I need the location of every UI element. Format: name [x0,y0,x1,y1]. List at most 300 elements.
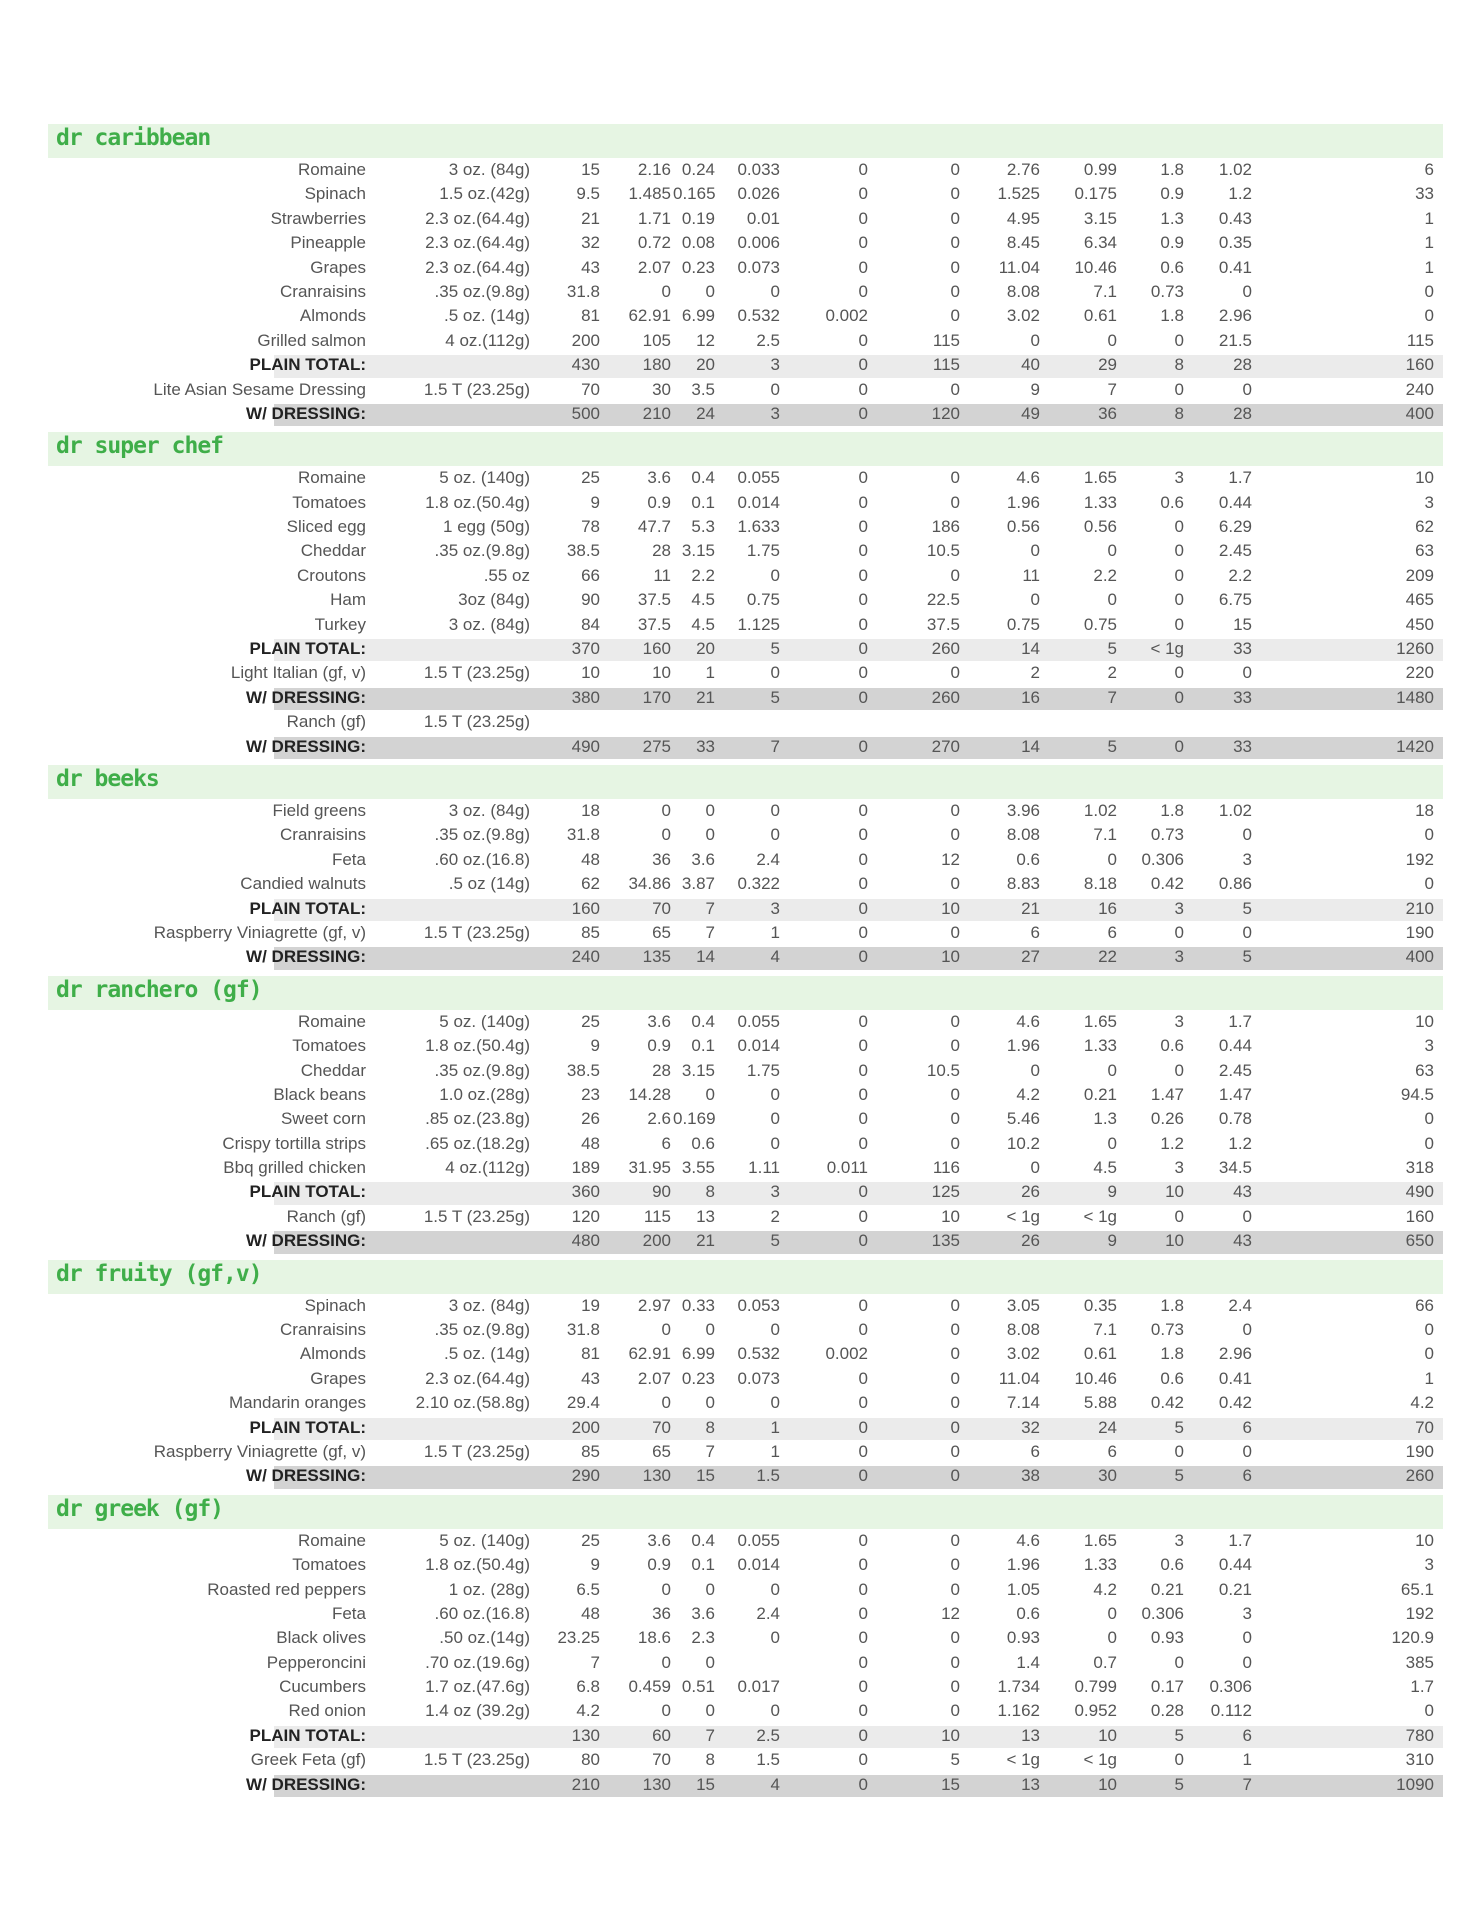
nutrient-value: 6 [1030,922,1040,942]
nutrient-value: 28 [652,1060,671,1080]
nutrient-value: 1.8 [1160,1344,1184,1364]
nutrient-value: 0 [950,379,960,399]
nutrient-value: 7 [705,1725,715,1745]
nutrient-value: 1.75 [746,1060,780,1080]
nutrient-value: 4.2 [1410,1393,1434,1413]
serving-size: 1 egg (50g) [443,517,530,537]
ingredient-name: W/ DRESSING: [246,1466,366,1486]
nutrient-value: 480 [571,1231,600,1251]
nutrient-value: 94.5 [1400,1084,1434,1104]
nutrient-value: 26 [581,1109,600,1129]
nutrient-value: 34.5 [1218,1158,1252,1178]
nutrient-value: 135 [642,947,671,967]
nutrient-value: 3.6 [647,468,671,488]
nutrient-value: 0 [858,849,868,869]
table-row [48,1059,1443,1083]
nutrient-value: 0.42 [1150,874,1184,894]
nutrient-value: 13 [1021,1725,1040,1745]
nutrient-value: 290 [571,1466,600,1486]
ingredient-name: PLAIN TOTAL: [249,898,366,918]
nutrient-value: 0.175 [1074,184,1117,204]
nutrient-value: 1.75 [746,541,780,561]
nutrient-value: 6 [661,1133,671,1153]
nutrient-value: 0 [950,1466,960,1486]
nutrient-value: 0.459 [628,1677,671,1697]
nutrient-value: 0 [858,1295,868,1315]
nutrient-value: 70 [1415,1417,1434,1437]
nutrient-value: 10.46 [1074,1368,1117,1388]
nutrient-value: 43 [1233,1182,1252,1202]
nutrient-value: 0 [858,468,868,488]
nutrient-value: 0.6 [1160,1555,1184,1575]
nutrient-value: 1.485 [628,184,671,204]
nutrient-value: 0 [950,874,960,894]
ingredient-name: PLAIN TOTAL: [249,639,366,659]
nutrient-value: 0.99 [1083,160,1117,179]
nutrient-value: 0.93 [1150,1628,1184,1648]
nutrient-value: 0 [1174,614,1184,634]
nutrient-value: 0 [858,1725,868,1745]
nutrient-value: 0.56 [1083,517,1117,537]
nutrient-value: 0.165 [673,184,716,204]
nutrient-value: 0 [858,1060,868,1080]
section-title: dr fruity (gf,v) [56,1260,262,1287]
nutrient-value: 7 [770,736,780,756]
nutrient-value: 3.15 [1083,208,1117,228]
nutrition-sheet [48,124,1443,1797]
serving-size: .5 oz. (14g) [444,306,530,326]
nutrient-value: 62.91 [628,1344,671,1364]
table-row [48,207,1443,231]
nutrient-value: 0 [1424,1109,1434,1129]
nutrient-value: 0 [770,1109,780,1129]
ingredient-name: Tomatoes [292,1555,366,1575]
nutrient-value: 0.002 [825,1344,868,1364]
nutrient-value: 0 [1030,1060,1040,1080]
nutrient-value: 0 [858,736,868,756]
nutrient-value: 6 [1242,1417,1252,1437]
nutrient-value: 3 [1174,468,1184,488]
nutrient-value: 160 [1405,355,1434,375]
serving-size: 2.10 oz.(58.8g) [415,1393,530,1413]
nutrient-value: 24 [1098,1417,1117,1437]
nutrient-value: 0 [1424,1701,1434,1721]
nutrient-value: 0.35 [1218,233,1252,253]
nutrient-value: 190 [1405,1441,1434,1461]
nutrient-value: 3.02 [1006,306,1040,326]
nutrient-value: 0 [858,1652,868,1672]
nutrient-value: < 1g [1006,1206,1040,1226]
table-row [48,378,1443,402]
serving-size: .5 oz (14g) [448,874,530,894]
nutrient-value: 0 [1242,1206,1252,1226]
nutrient-value: 0 [950,800,960,820]
nutrient-value: 0.017 [737,1677,780,1697]
serving-size: .50 oz.(14g) [439,1628,530,1648]
serving-size: 3 oz. (84g) [448,800,530,820]
nutrient-value: 4.2 [1093,1579,1117,1599]
table-row [48,515,1443,539]
plain-total-row [48,1724,1443,1748]
nutrient-value: 186 [931,517,960,537]
nutrient-value: 70 [652,1750,671,1770]
nutrient-value: 1 [770,922,780,942]
ingredient-name: Spinach [304,184,366,204]
nutrient-value: 0 [1174,922,1184,942]
nutrient-value: 240 [571,947,600,967]
nutrient-value: 4.2 [1016,1084,1040,1104]
dressing-total-row [48,1773,1443,1797]
ingredient-name: Cucumbers [279,1677,366,1697]
nutrient-value: 0 [770,1701,780,1721]
nutrient-value: 0.61 [1083,1344,1117,1364]
nutrient-value: 0.01 [746,208,780,228]
nutrient-value: 0.21 [1218,1579,1252,1599]
nutrient-value: 0.6 [691,1133,715,1153]
nutrient-value: 0.6 [1016,849,1040,869]
nutrient-value: 1090 [1396,1774,1434,1794]
nutrient-value: 0.72 [637,233,671,253]
nutrient-value: 0.014 [737,1555,780,1575]
table-row [48,1699,1443,1723]
nutrient-value: 0.75 [746,590,780,610]
ingredient-name: Grilled salmon [257,330,366,350]
nutrient-value: 0 [858,922,868,942]
nutrient-value: 3.55 [681,1158,715,1178]
table-row [48,1440,1443,1464]
nutrient-value: 1.7 [1410,1677,1434,1697]
nutrient-value: 21 [696,687,715,707]
nutrient-value: 0.42 [1150,1393,1184,1413]
nutrient-value: 0 [1030,330,1040,350]
nutrient-value: 0 [950,1295,960,1315]
table-row [48,1578,1443,1602]
nutrient-value: 0 [858,281,868,301]
ingredient-name: Bbq grilled chicken [223,1158,366,1178]
nutrient-value: 1.162 [997,1701,1040,1721]
nutrient-value: 130 [642,1774,671,1794]
nutrient-value: 0 [950,825,960,845]
serving-size: 2.3 oz.(64.4g) [425,257,530,277]
nutrient-value: 62.91 [628,306,671,326]
nutrient-value: 7 [705,922,715,942]
nutrient-value: 2.4 [1228,1295,1252,1315]
nutrient-value: 0 [770,800,780,820]
nutrient-value: 31.8 [566,825,600,845]
nutrient-value: 0.44 [1218,492,1252,512]
serving-size: .35 oz.(9.8g) [434,1320,530,1340]
nutrient-value: 0 [661,1701,671,1721]
nutrient-value: 10 [652,663,671,683]
ingredient-name: W/ DRESSING: [246,403,366,423]
nutrient-value: 2.76 [1006,160,1040,179]
serving-size: 1.8 oz.(50.4g) [425,1555,530,1575]
nutrient-value: 60 [652,1725,671,1745]
nutrient-value: 0.169 [673,1109,716,1129]
nutrient-value: 0 [705,1320,715,1340]
table-row [48,921,1443,945]
nutrient-value: 0 [770,1579,780,1599]
ingredient-name: Feta [331,849,366,869]
nutrient-value: 0.306 [1141,849,1184,869]
serving-size: 1.5 T (23.25g) [423,1441,530,1461]
nutrient-value: 0.073 [737,1368,780,1388]
nutrient-value: 10.46 [1074,257,1117,277]
nutrient-value: 6 [1242,1466,1252,1486]
nutrient-value: 16 [1098,898,1117,918]
nutrient-value: 21.5 [1218,330,1252,350]
nutrient-value: 81 [581,306,600,326]
nutrient-value: 8 [705,1182,715,1202]
nutrient-value: 4.6 [1016,468,1040,488]
serving-size: .60 oz.(16.8) [434,849,530,869]
nutrient-value: 120 [571,1206,600,1226]
ingredient-name: Pineapple [290,233,366,253]
nutrient-value: 15 [696,1466,715,1486]
nutrient-value: 1.8 [1160,160,1184,179]
nutrient-value: 130 [642,1466,671,1486]
nutrient-value: 1.525 [997,184,1040,204]
nutrient-value: 6 [1030,1441,1040,1461]
nutrient-value: 0 [858,1133,868,1153]
plain-total-row [48,1416,1443,1440]
nutrient-value: 8 [705,1750,715,1770]
nutrient-value: 5 [1174,1774,1184,1794]
nutrient-value: 0 [950,565,960,585]
ingredient-name: Tomatoes [292,1036,366,1056]
nutrient-value: 38 [1021,1466,1040,1486]
nutrient-value: 0 [950,1677,960,1697]
nutrient-value: 1.734 [997,1677,1040,1697]
nutrient-value: 0 [858,184,868,204]
nutrient-value: 1.05 [1006,1579,1040,1599]
nutrient-value: 3.87 [681,874,715,894]
nutrient-value: 10.5 [926,1060,960,1080]
ingredient-name: PLAIN TOTAL: [249,1725,366,1745]
nutrient-value: 85 [581,1441,600,1461]
nutrient-value: 81 [581,1344,600,1364]
ingredient-name: W/ DRESSING: [246,1774,366,1794]
table-row [48,1034,1443,1058]
nutrient-value: 0 [1174,379,1184,399]
nutrient-value: 21 [1021,898,1040,918]
nutrient-value: 0 [705,1084,715,1104]
nutrient-value: 0 [858,687,868,707]
nutrient-value: 0 [950,160,960,179]
nutrient-value: 1.65 [1083,468,1117,488]
nutrient-value: 5 [770,1231,780,1251]
nutrient-value: 1.8 [1160,1295,1184,1315]
nutrient-value: 0.43 [1218,208,1252,228]
nutrient-value: 0.014 [737,1036,780,1056]
nutrient-value: 189 [571,1158,600,1178]
nutrient-value: 14 [1021,639,1040,659]
nutrient-value: 24 [696,403,715,423]
nutrient-value: 0 [950,1320,960,1340]
nutrient-value: 48 [581,1133,600,1153]
nutrient-value: 7.1 [1093,1320,1117,1340]
nutrient-value: 9.5 [576,184,600,204]
table-row [48,491,1443,515]
nutrient-value: 0 [661,1579,671,1599]
nutrient-value: 7 [705,898,715,918]
nutrient-value: 65.1 [1400,1579,1434,1599]
nutrient-value: 1.5 [756,1750,780,1770]
nutrient-value: 0.6 [1016,1603,1040,1623]
nutrient-value: 9 [590,492,600,512]
ingredient-name: Mandarin oranges [228,1393,366,1413]
dressing-total-row [48,735,1443,759]
nutrient-value: 5 [1174,1725,1184,1745]
ingredient-name: Feta [331,1603,366,1623]
table-row [48,1367,1443,1391]
nutrient-value: 1.11 [748,1158,780,1178]
nutrient-value: 5 [1174,1417,1184,1437]
ingredient-name: Raspberry Viniagrette (gf, v) [153,922,366,942]
nutrient-value: 120 [931,403,960,423]
nutrient-value: 0 [858,492,868,512]
nutrient-value: 25 [581,1011,600,1031]
nutrient-value: 0 [858,1466,868,1486]
nutrient-value: 0 [858,1677,868,1697]
nutrient-value: 0 [858,1774,868,1794]
nutrient-value: 31.95 [628,1158,671,1178]
table-row [48,280,1443,304]
nutrient-value: 3.15 [681,1060,715,1080]
nutrient-value: 2.6 [647,1109,671,1129]
nutrient-value: 48 [581,849,600,869]
serving-size: .35 oz.(9.8g) [434,281,530,301]
nutrient-value: 0 [950,1441,960,1461]
nutrient-value: 21 [581,208,600,228]
nutrient-value: 0 [858,160,868,179]
nutrient-value: 0.011 [826,1158,868,1178]
nutrient-value: 90 [652,1182,671,1202]
nutrient-value: 7 [1107,687,1117,707]
nutrient-value: 7 [1107,379,1117,399]
nutrient-value: 0 [950,306,960,326]
nutrient-value: 30 [652,379,671,399]
nutrient-value: 0 [950,208,960,228]
nutrient-value: 37.5 [926,614,960,634]
nutrient-value: 15 [581,160,600,179]
nutrient-value: 2 [1030,663,1040,683]
nutrient-value: 47.7 [637,517,671,537]
nutrient-value: 0 [950,663,960,683]
nutrient-value: 0.026 [737,184,780,204]
nutrient-value: 1.8 [1160,800,1184,820]
nutrient-value: 0.6 [1160,1036,1184,1056]
ingredient-name: Greek Feta (gf) [250,1750,366,1770]
nutrient-value: 0.4 [691,1530,715,1550]
nutrient-value: 0.56 [1006,517,1040,537]
nutrient-value: 12 [696,330,715,350]
nutrient-value: 13 [696,1206,715,1226]
nutrient-value: 3 [1424,1555,1434,1575]
nutrient-value: 0 [1174,590,1184,610]
nutrient-value: 0 [1242,1628,1252,1648]
table-row [48,1205,1443,1229]
nutrient-value: 1 [1242,1750,1252,1770]
nutrient-value: 0.73 [1150,825,1184,845]
nutrient-value: 0 [770,825,780,845]
nutrient-value: 0 [950,184,960,204]
ingredient-name: Crispy tortilla strips [222,1133,366,1153]
nutrient-value: 0 [950,1628,960,1648]
nutrient-value: 0 [858,874,868,894]
table-row [48,304,1443,328]
table-row [48,1318,1443,1342]
nutrient-value: 3 [1174,1158,1184,1178]
nutrient-value: 6.34 [1083,233,1117,253]
nutrient-value: 1.71 [637,208,671,228]
nutrient-value: 18 [581,800,600,820]
nutrient-value: 5 [950,1750,960,1770]
table-row [48,823,1443,847]
nutrient-value: 5 [1174,1466,1184,1486]
nutrient-value: 0.9 [1160,233,1184,253]
nutrient-value: 170 [642,687,671,707]
nutrient-value: 0 [858,1182,868,1202]
nutrient-value: 1.2 [1160,1133,1184,1153]
nutrient-value: 15 [941,1774,960,1794]
nutrient-value: 1.02 [1218,800,1252,820]
serving-size: .70 oz.(19.6g) [425,1652,530,1672]
nutrient-value: 0 [858,330,868,350]
nutrient-value: 5.3 [691,517,715,537]
serving-size: .5 oz. (14g) [444,1344,530,1364]
nutrient-value: 0.08 [681,233,715,253]
table-row [48,799,1443,823]
nutrient-value: 0.42 [1218,1393,1252,1413]
nutrient-value: 66 [1415,1295,1434,1315]
nutrient-value: 0.9 [1160,184,1184,204]
nutrient-value: 85 [581,922,600,942]
nutrient-value: 240 [1405,379,1434,399]
nutrient-value: 66 [581,565,600,585]
section-title: dr caribbean [56,125,211,151]
ingredient-name: Almonds [299,306,366,326]
nutrient-value: 400 [1405,403,1434,423]
nutrient-value: 0 [858,1628,868,1648]
nutrient-value: 192 [1405,1603,1434,1623]
nutrient-value: 0 [770,1084,780,1104]
nutrient-value: 0 [858,1750,868,1770]
nutrient-value: 6 [1424,160,1434,179]
table-row [48,466,1443,490]
nutrient-value: 1.65 [1083,1011,1117,1031]
nutrient-value: 4.5 [1093,1158,1117,1178]
nutrient-value: 9 [590,1036,600,1056]
ingredient-name: Roasted red peppers [207,1579,366,1599]
nutrient-value: 0.055 [737,1011,780,1031]
nutrient-value: 3.15 [681,541,715,561]
nutrient-value: 0 [1424,281,1434,301]
nutrient-value: 0.006 [737,233,780,253]
table-row [48,1748,1443,1772]
nutrient-value: 0 [1030,1158,1040,1178]
nutrient-value: 780 [1405,1725,1434,1745]
nutrient-value: 1.2 [1228,1133,1252,1153]
nutrient-value: 0 [1107,1603,1117,1623]
serving-size: 1.5 T (23.25g) [423,1750,530,1770]
nutrient-value: 3 [770,1182,780,1202]
nutrient-value: 3.96 [1006,800,1040,820]
nutrient-value: 0 [1107,330,1117,350]
nutrient-value: 0 [705,825,715,845]
nutrient-value: 2.4 [756,1603,780,1623]
nutrient-value: 0 [1107,1060,1117,1080]
